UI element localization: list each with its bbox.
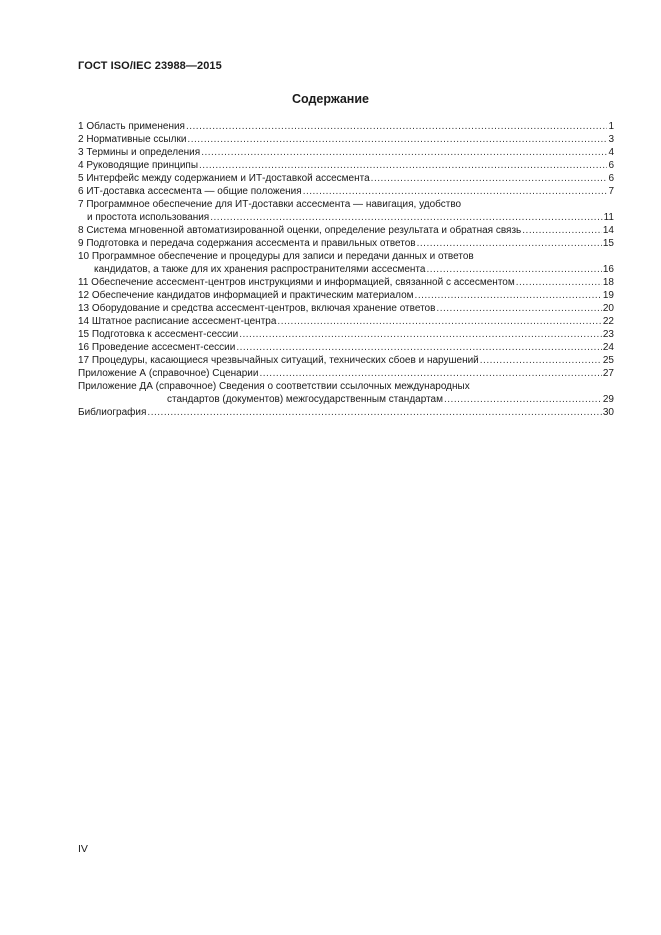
toc-entry-page: 6 (608, 173, 614, 184)
toc-entry-page: 22 (602, 316, 614, 327)
toc-entry-page: 15 (602, 238, 614, 249)
toc-entry[interactable] (78, 367, 614, 380)
toc-entry-text: 13 Оборудование и средства ассесмент-центров, включая хранение ответов (78, 303, 436, 314)
toc-entry[interactable] (78, 237, 614, 250)
page-number: IV (78, 843, 88, 855)
toc-entry-page: 29 (602, 394, 614, 405)
toc-leader-dots (236, 341, 602, 354)
toc-leader-dots (277, 315, 601, 328)
toc-entry[interactable] (78, 302, 614, 315)
toc-entry[interactable] (78, 120, 614, 133)
toc-entry-page: 1 (608, 121, 614, 132)
toc-entry-text: стандартов (документов) межгосударственным стандартам (167, 394, 443, 405)
toc-entry[interactable] (78, 276, 614, 289)
toc-entry[interactable] (78, 185, 614, 198)
toc-entry-text: 4 Руководящие принципы (78, 160, 199, 171)
toc-entry[interactable] (78, 341, 614, 354)
toc-entry-page: 27 (602, 368, 614, 379)
toc-entry[interactable] (78, 133, 614, 146)
toc-leader-dots (417, 237, 602, 250)
toc-leader-dots (371, 172, 608, 185)
toc-entry-page: 18 (602, 277, 614, 288)
toc-leader-dots (199, 159, 607, 172)
toc-entry-text: 12 Обеспечение кандидатов информацией и практическим материалом (78, 290, 414, 301)
toc-entry[interactable] (78, 289, 614, 302)
toc-entry-text: кандидатов, а также для их хранения распространителями ассесмента (94, 264, 426, 275)
toc-entry[interactable] (78, 198, 614, 224)
toc-leader-dots (303, 185, 608, 198)
toc-entry-page: 11 (603, 212, 614, 223)
toc-entry-text: 3 Термины и определения (78, 147, 201, 158)
toc-leader-dots (201, 146, 607, 159)
toc-entry-page: 19 (602, 290, 614, 301)
toc-entry-page: 6 (608, 160, 614, 171)
toc-entry-text: 14 Штатное расписание ассесмент-центра (78, 316, 277, 327)
toc-leader-dots (480, 354, 602, 367)
toc-entry[interactable] (78, 328, 614, 341)
toc-entry-text: и простота использования (87, 212, 210, 223)
toc-leader-dots (259, 367, 601, 380)
toc-leader-dots (187, 133, 607, 146)
toc-leader-dots (436, 302, 601, 315)
toc-leader-dots (444, 393, 602, 406)
toc-entry-text: 8 Система мгновенной автоматизированной оценки, определение результата и обратная связь (78, 225, 522, 236)
toc-entry[interactable] (78, 224, 614, 237)
toc-entry-page: 7 (608, 186, 614, 197)
toc-leader-dots (210, 211, 602, 224)
standard-designation: ГОСТ ISO/IEC 23988—2015 (78, 60, 222, 72)
toc-leader-dots (516, 276, 602, 289)
toc-leader-dots (147, 406, 601, 419)
table-of-contents (78, 120, 614, 419)
toc-entry-text: Приложение А (справочное) Сценарии (78, 368, 259, 379)
toc-leader-dots (415, 289, 602, 302)
toc-entry[interactable] (78, 172, 614, 185)
toc-entry-text: 16 Проведение ассесмент-сессии (78, 342, 236, 353)
toc-entry-page: 16 (602, 264, 614, 275)
toc-entry[interactable] (78, 250, 614, 276)
toc-entry-page: 4 (608, 147, 614, 158)
toc-entry-text: 11 Обеспечение ассесмент-центров инструкциями и информацией, связанной с ассесментом (78, 277, 515, 288)
toc-entry[interactable] (78, 380, 614, 406)
toc-entry-text-line1: 7 Программное обеспечение для ИТ-доставки ассесмента — навигация, удобство (78, 199, 462, 210)
toc-entry-page: 30 (602, 407, 614, 418)
toc-entry-page: 20 (602, 303, 614, 314)
toc-entry-text-line1: 10 Программное обеспечение и процедуры для записи и передачи данных и ответов (78, 251, 474, 262)
toc-entry-text: 1 Область применения (78, 121, 185, 132)
toc-entry[interactable] (78, 159, 614, 172)
toc-leader-dots (522, 224, 602, 237)
toc-entry-text-line1: Приложение ДА (справочное) Сведения о соответствии ссылочных международных (78, 381, 470, 392)
toc-entry-text: 2 Нормативные ссылки (78, 134, 187, 145)
toc-leader-dots (426, 263, 601, 276)
toc-entry-page: 24 (602, 342, 614, 353)
toc-entry[interactable] (78, 146, 614, 159)
toc-entry-page: 14 (602, 225, 614, 236)
toc-entry-text: 15 Подготовка к ассесмент-сессии (78, 329, 239, 340)
toc-entry-text: 5 Интерфейс между содержанием и ИТ-доставкой ассесмента (78, 173, 370, 184)
toc-entry[interactable] (78, 354, 614, 367)
toc-leader-dots (239, 328, 602, 341)
toc-entry-text: 6 ИТ-доставка ассесмента — общие положения (78, 186, 302, 197)
toc-entry-page: 23 (602, 329, 614, 340)
toc-entry-text: 17 Процедуры, касающиеся чрезвычайных ситуаций, технических сбоев и нарушений (78, 355, 479, 366)
toc-entry[interactable] (78, 315, 614, 328)
toc-entry[interactable] (78, 406, 614, 419)
toc-entry-page: 25 (602, 355, 614, 366)
toc-entry-text: Библиография (78, 407, 147, 418)
toc-entry-text: 9 Подготовка и передача содержания ассесмента и правильных ответов (78, 238, 416, 249)
toc-leader-dots (186, 120, 607, 133)
toc-title: Содержание (291, 92, 369, 106)
toc-entry-page: 3 (608, 134, 614, 145)
